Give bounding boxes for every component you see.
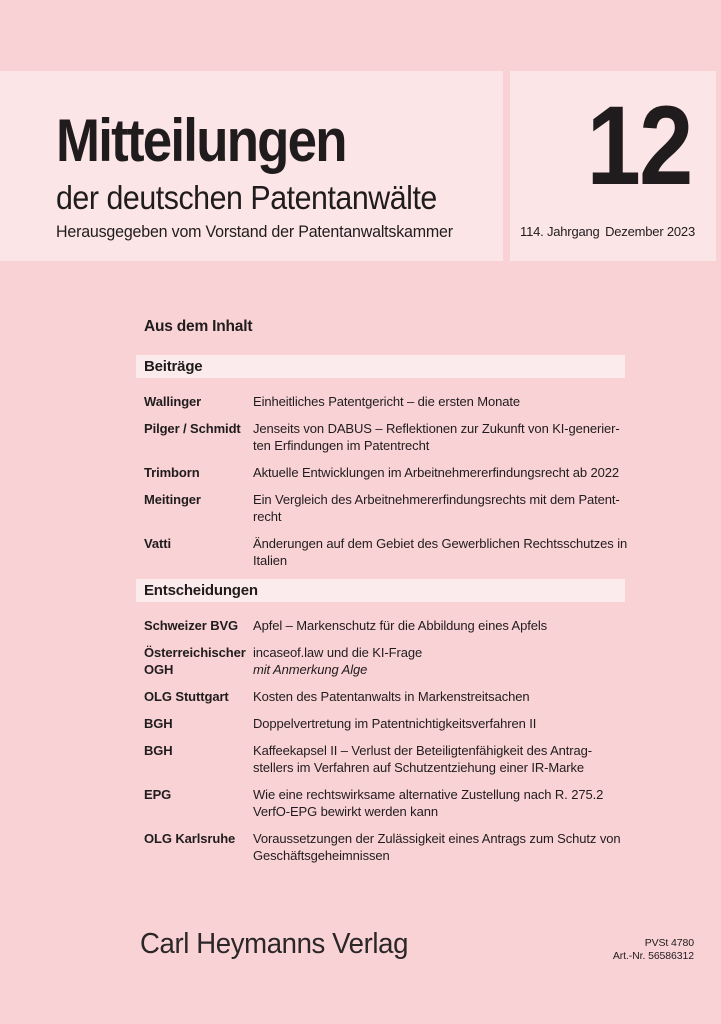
toc-entry — [136, 644, 625, 678]
toc-entry — [136, 688, 625, 705]
volume-label: 114. Jahrgang — [520, 224, 600, 239]
publisher-line: Herausgegeben vom Vorstand der Patentanwaltskammer — [56, 223, 453, 241]
entry-note: mit Anmerkung Alge — [253, 662, 368, 677]
entry-text: Aktuelle Entwicklungen im Arbeitnehmererfindungsrecht ab 2022 — [253, 465, 620, 480]
toc-entry — [136, 535, 628, 569]
entry-text: Voraussetzungen der Zulässigkeit eines Antrags zum Schutz von Geschäftsgeheimnissen — [253, 831, 621, 863]
toc-entry — [136, 786, 625, 820]
footer-codes — [613, 937, 694, 962]
toc-entry — [136, 393, 625, 410]
table-of-contents — [136, 317, 628, 874]
masthead-panel — [0, 71, 503, 261]
toc-entry — [136, 742, 625, 776]
toc-entry — [136, 715, 625, 732]
toc-entry — [136, 491, 625, 525]
contents-heading: Aus dem Inhalt — [144, 318, 253, 335]
entry-text: Apfel – Markenschutz für die Abbildung eines Apfels — [253, 618, 548, 633]
entry-text: Doppelvertretung im Patentnichtigkeitsverfahren II — [253, 716, 537, 731]
section-header-bar: Entscheidungen — [136, 579, 625, 602]
issue-panel — [510, 71, 716, 261]
issue-meta — [520, 224, 695, 239]
publisher-name: Carl Heymanns Verlag — [140, 928, 409, 960]
issue-date: Dezember 2023 — [605, 224, 695, 239]
entry-label: OLG Karlsruhe — [144, 831, 236, 846]
toc-section — [136, 579, 625, 864]
journal-title: Mitteilungen — [56, 107, 346, 174]
toc-entry — [136, 420, 625, 454]
entry-text: Änderungen auf dem Gebiet des Gewerblichen Rechtsschutzes in Italien — [253, 536, 628, 568]
toc-entry — [136, 617, 625, 634]
entry-text: Ein Vergleich des Arbeitnehmererfindungsrechts mit dem Patent- recht — [253, 492, 620, 524]
toc-entry — [136, 830, 625, 864]
postal-registration-number: PVSt 4780 — [644, 937, 694, 949]
issue-number: 12 — [587, 83, 692, 208]
entry-label: Trimborn — [144, 465, 200, 480]
section-header-bar: Beiträge — [136, 355, 625, 378]
toc-section — [136, 355, 628, 569]
entry-label: Vatti — [144, 536, 171, 551]
entry-label: EPG — [144, 787, 172, 802]
toc-entry — [136, 464, 625, 481]
entry-text: Wie eine rechtswirksame alternative Zustellung nach R. 275.2 VerfO-EPG bewirkt werden kann — [253, 787, 604, 819]
entry-text: Kosten des Patentanwalts in Markenstreitsachen — [253, 689, 530, 704]
toc-sections — [136, 355, 628, 864]
entry-label: OLG Stuttgart — [144, 689, 229, 704]
entry-text: incaseof.law und die KI-Frage mit Anmerkung Alge — [253, 644, 625, 678]
entry-label: Schweizer BVG — [144, 618, 239, 633]
entry-label: Österreichischer OGH — [144, 645, 246, 677]
article-number: Art.-Nr. 56586312 — [612, 949, 694, 962]
entry-label: Meitinger — [144, 492, 201, 507]
entry-label: BGH — [144, 743, 173, 758]
entry-text: Einheitliches Patentgericht – die ersten Monate — [253, 394, 521, 409]
entry-label: BGH — [144, 716, 173, 731]
journal-subtitle: der deutschen Patentanwälte — [56, 179, 437, 216]
entry-text: Jenseits von DABUS – Reflektionen zur Zukunft von KI-generier- ten Erfindungen im Patentrecht — [253, 421, 620, 453]
entry-label: Pilger / Schmidt — [144, 421, 241, 436]
entry-text: Kaffeekapsel II – Verlust der Beteiligtenfähigkeit des Antrag- stellers im Verfahren auf Schutzentziehung einer IR-Marke — [253, 743, 592, 775]
entry-label: Wallinger — [144, 394, 202, 409]
